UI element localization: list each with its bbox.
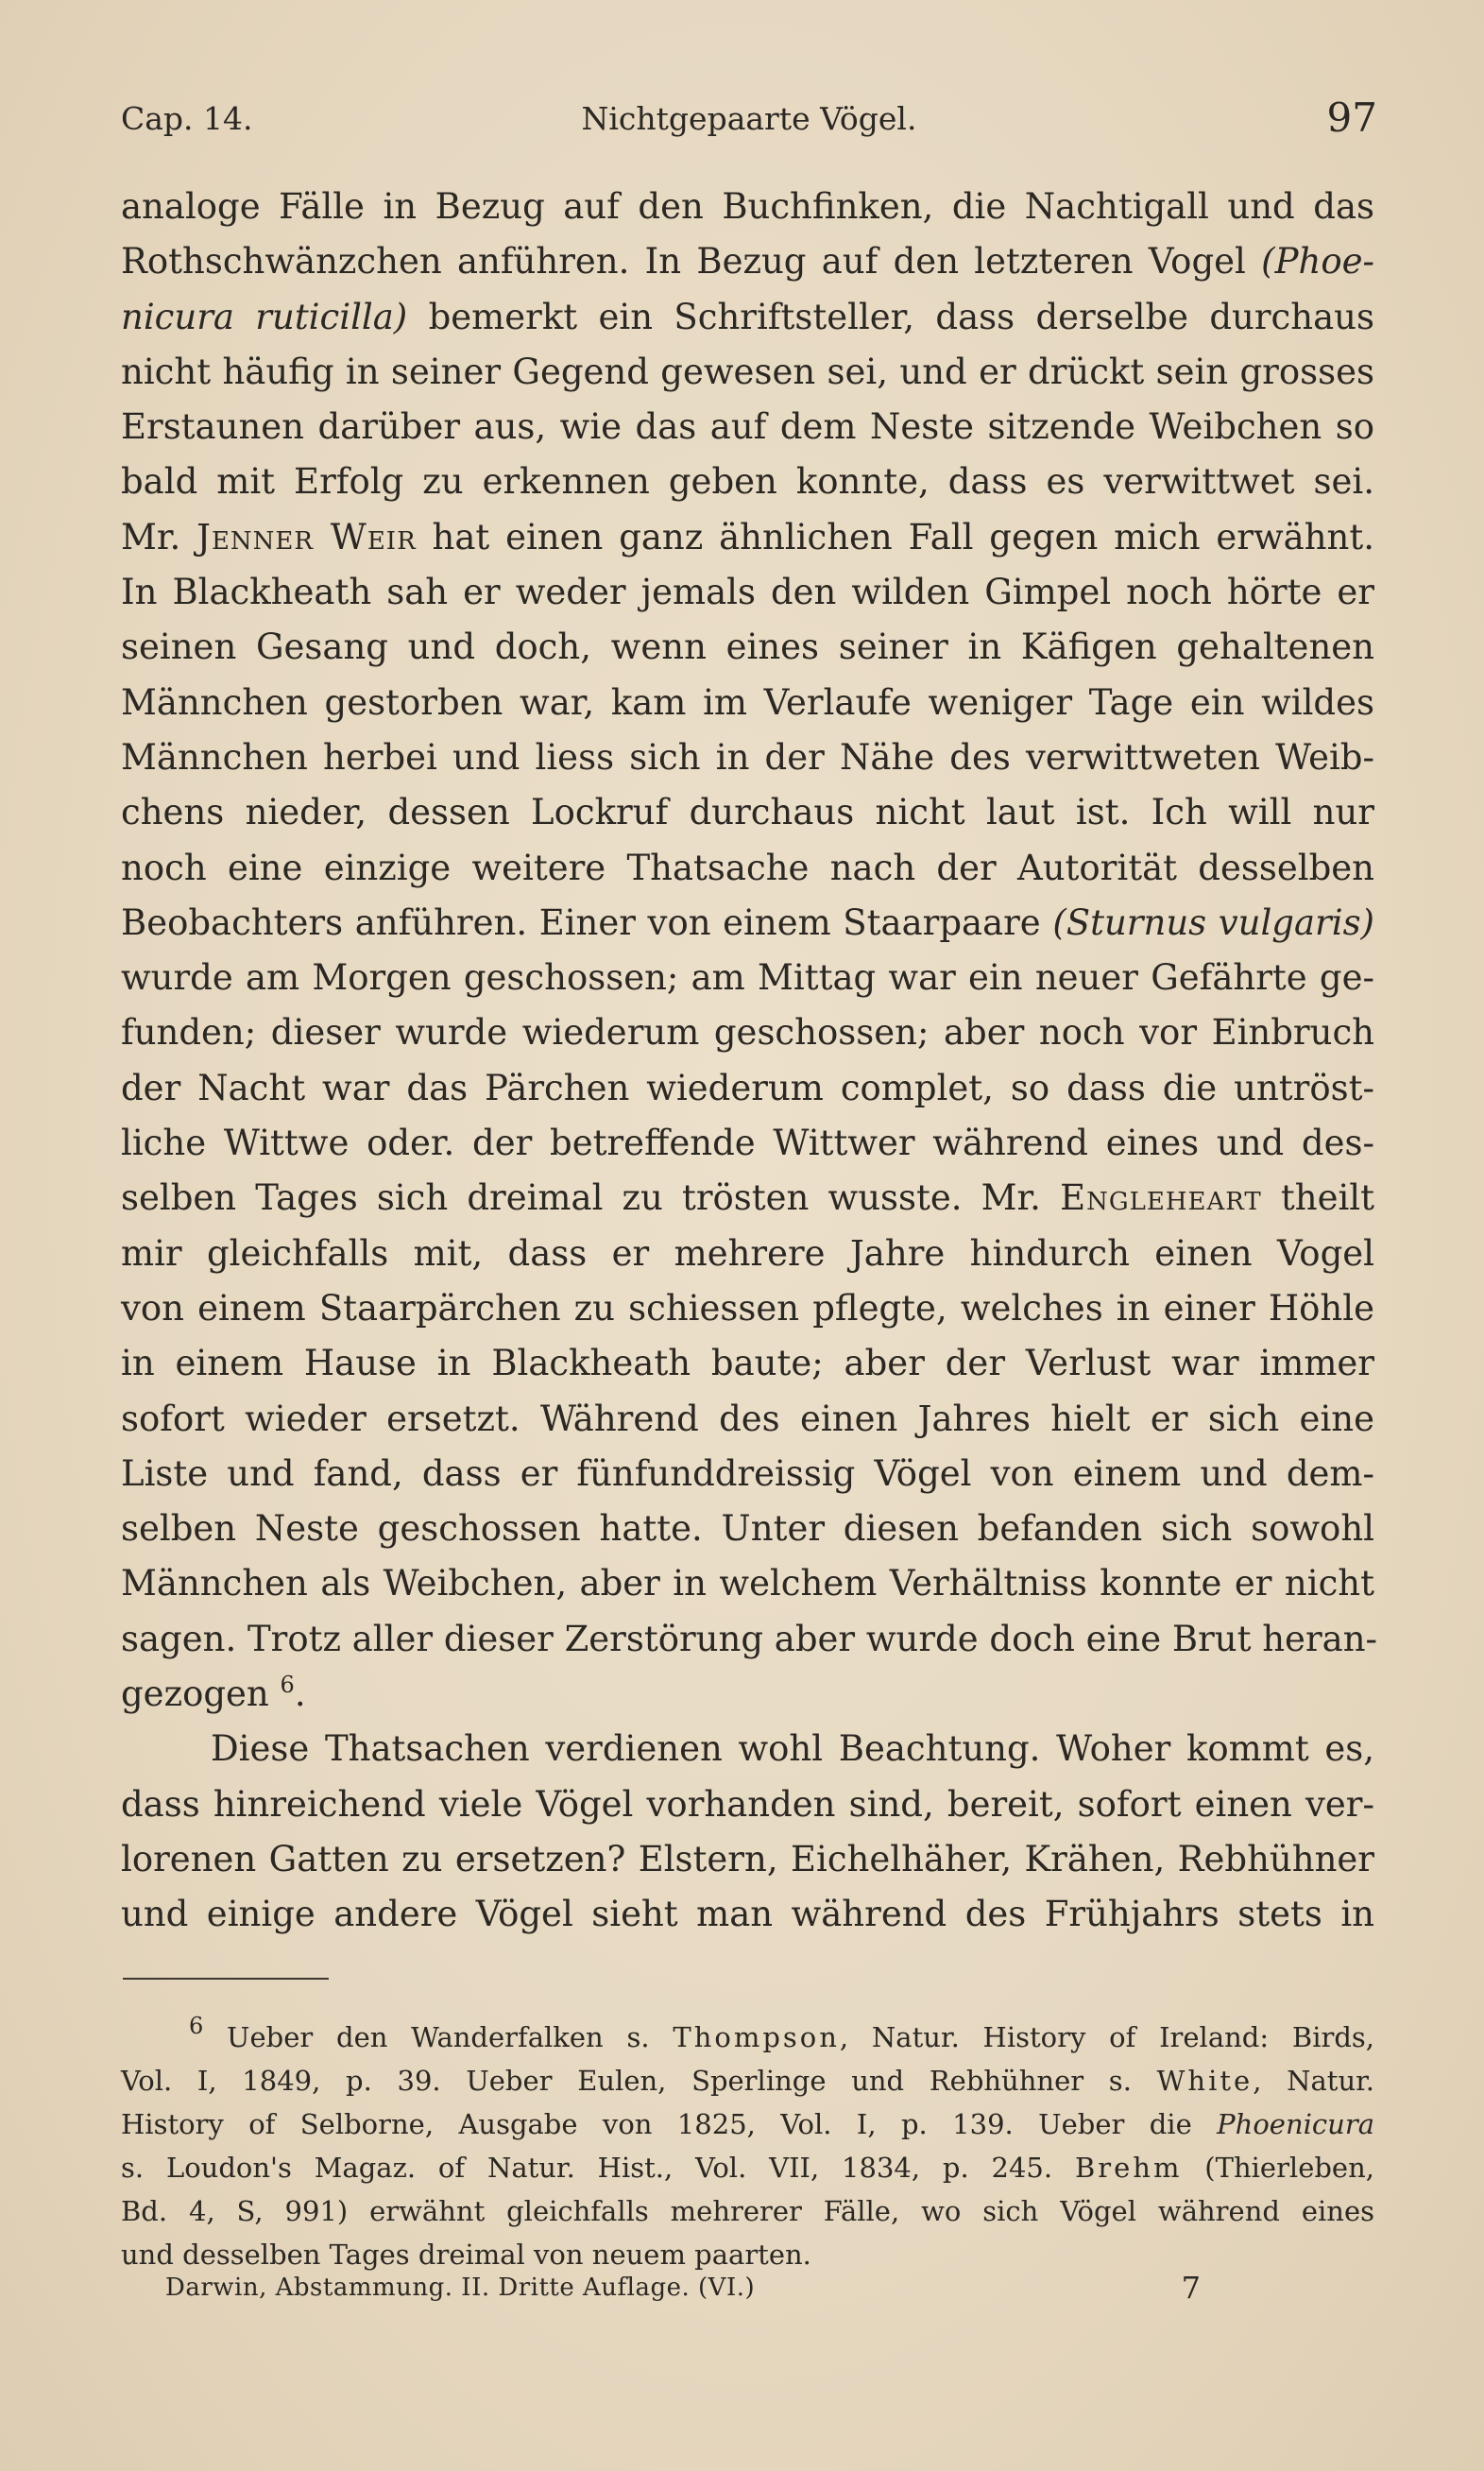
text-line: In Blackheath sah er weder jemals den wilden Gimpel noch hörte er bbox=[121, 572, 1374, 613]
text-line: in einem Hause in Blackheath baute; aber der Verlust war immer bbox=[121, 1343, 1374, 1384]
text-line: noch eine einzige weitere Thatsache nach der Autorität desselben bbox=[121, 847, 1374, 888]
text-line: und einige andere Vögel sieht man während des Frühjahrs stets in bbox=[121, 1894, 1374, 1935]
text-line: Erstaunen darüber aus, wie das auf dem Neste sitzende Weibchen so bbox=[121, 406, 1374, 448]
text-line: von einem Staarpärchen zu schiessen pflegte, welches in einer Höhle bbox=[121, 1287, 1374, 1329]
text-line: dass hinreichend viele Vögel vorhanden sind, bereit, sofort einen ver- bbox=[121, 1783, 1374, 1825]
running-header bbox=[121, 94, 1377, 147]
text-line: bald mit Erfolg zu erkennen geben konnte, dass es verwittwet sei. bbox=[121, 461, 1374, 503]
text-line: liche Wittwe oder. der betreffende Wittwer während eines und des- bbox=[121, 1123, 1374, 1164]
text-line: nicht häufig in seiner Gegend gewesen sei, und er drückt sein grosses bbox=[121, 351, 1374, 392]
text-line: seinen Gesang und doch, wenn eines seiner in Käfigen gehaltenen bbox=[121, 626, 1374, 668]
text-line: funden; dieser wurde wiederum geschossen; aber noch vor Einbruch bbox=[121, 1012, 1374, 1054]
chapter-label: Cap. 14. bbox=[121, 100, 253, 137]
text-line: der Nacht war das Pärchen wiederum complet, so dass die untröst- bbox=[121, 1067, 1374, 1108]
footnote-line: s. Loudon's Magaz. of Natur. Hist., Vol. VII, 1834, p. 245. Brehm (Thierleben, bbox=[121, 2152, 1374, 2184]
text-line: lorenen Gatten zu ersetzen? Elstern, Eichelhäher, Krähen, Rebhühner bbox=[121, 1838, 1374, 1879]
footnote-line: und desselben Tages dreimal von neuem paarten. bbox=[121, 2239, 811, 2271]
page-number: 97 bbox=[1326, 94, 1377, 141]
text-line: nicura ruticilla) bemerkt ein Schriftsteller, dass derselbe durchaus bbox=[121, 296, 1374, 337]
paragraph-start-line: Diese Thatsachen verdienen wohl Beachtung. Woher kommt es, bbox=[211, 1728, 1374, 1770]
footnote-marker: 6 bbox=[189, 2013, 204, 2039]
text-line: Männchen als Weibchen, aber in welchem Verhältniss konnte er nicht bbox=[121, 1563, 1374, 1604]
text-line: chens nieder, dessen Lockruf durchaus nicht laut ist. Ich will nur bbox=[121, 792, 1374, 833]
running-title: Nichtgepaarte Vögel. bbox=[581, 100, 917, 137]
text-line: selben Tages sich dreimal zu trösten wusste. Mr. Engleheart theilt bbox=[121, 1177, 1375, 1219]
text-line: wurde am Morgen geschossen; am Mittag war ein neuer Gefährte ge- bbox=[121, 957, 1374, 999]
text-line: Männchen gestorben war, kam im Verlaufe weniger Tage ein wildes bbox=[121, 681, 1374, 723]
footnote-divider bbox=[123, 1978, 329, 1980]
footnote-reference: 6 bbox=[280, 1672, 295, 1699]
footnote-block bbox=[121, 2013, 1375, 2276]
text-line: Rothschwänzchen anführen. In Bezug auf den letzteren Vogel (Phoe- bbox=[121, 241, 1374, 283]
text-line: sagen. Trotz aller dieser Zerstörung aber wurde doch eine Brut heran- bbox=[121, 1618, 1378, 1659]
footnote-line: History of Selborne, Ausgabe von 1825, Vol. I, p. 139. Ueber die Phoenicura bbox=[121, 2108, 1374, 2140]
text-line: gezogen $^6$. bbox=[121, 1672, 306, 1715]
signature-footer bbox=[165, 2270, 1201, 2308]
printer-signature: Darwin, Abstammung. II. Dritte Auflage. (VI.) bbox=[165, 2274, 756, 2302]
text-line: analoge Fälle in Bezug auf den Buchfinken, die Nachtigall und das bbox=[121, 186, 1374, 227]
footnote-line: Bd. 4, S, 991) erwähnt gleichfalls mehrerer Fälle, wo sich Vögel während eines bbox=[121, 2195, 1374, 2227]
text-line: selben Neste geschossen hatte. Unter diesen befanden sich sowohl bbox=[121, 1508, 1374, 1550]
text-line: sofort wieder ersetzt. Während des einen Jahres hielt er sich eine bbox=[121, 1398, 1374, 1439]
text-line: Mr. Jenner Weir hat einen ganz ähnlichen Fall gegen mich erwähnt. bbox=[121, 516, 1374, 558]
text-line: Liste und fand, dass er fünfunddreissig Vögel von einem und dem- bbox=[121, 1452, 1374, 1494]
text-line: Männchen herbei und liess sich in der Nähe des verwittweten Weib- bbox=[121, 736, 1374, 778]
sheet-number: 7 bbox=[1181, 2270, 1201, 2306]
footnote-line: $^6$ Ueber den Wanderfalken s. Thompson, Natur. History of Ireland: Birds, bbox=[189, 2013, 1375, 2053]
main-text bbox=[121, 180, 1378, 1943]
text-line: Beobachters anführen. Einer von einem Staarpaare (Sturnus vulgaris) bbox=[121, 901, 1374, 943]
text-line: mir gleichfalls mit, dass er mehrere Jahre hindurch einen Vogel bbox=[121, 1232, 1374, 1274]
footnote-line: Vol. I, 1849, p. 39. Ueber Eulen, Sperlinge und Rebhühner s. White, Natur. bbox=[121, 2065, 1375, 2097]
